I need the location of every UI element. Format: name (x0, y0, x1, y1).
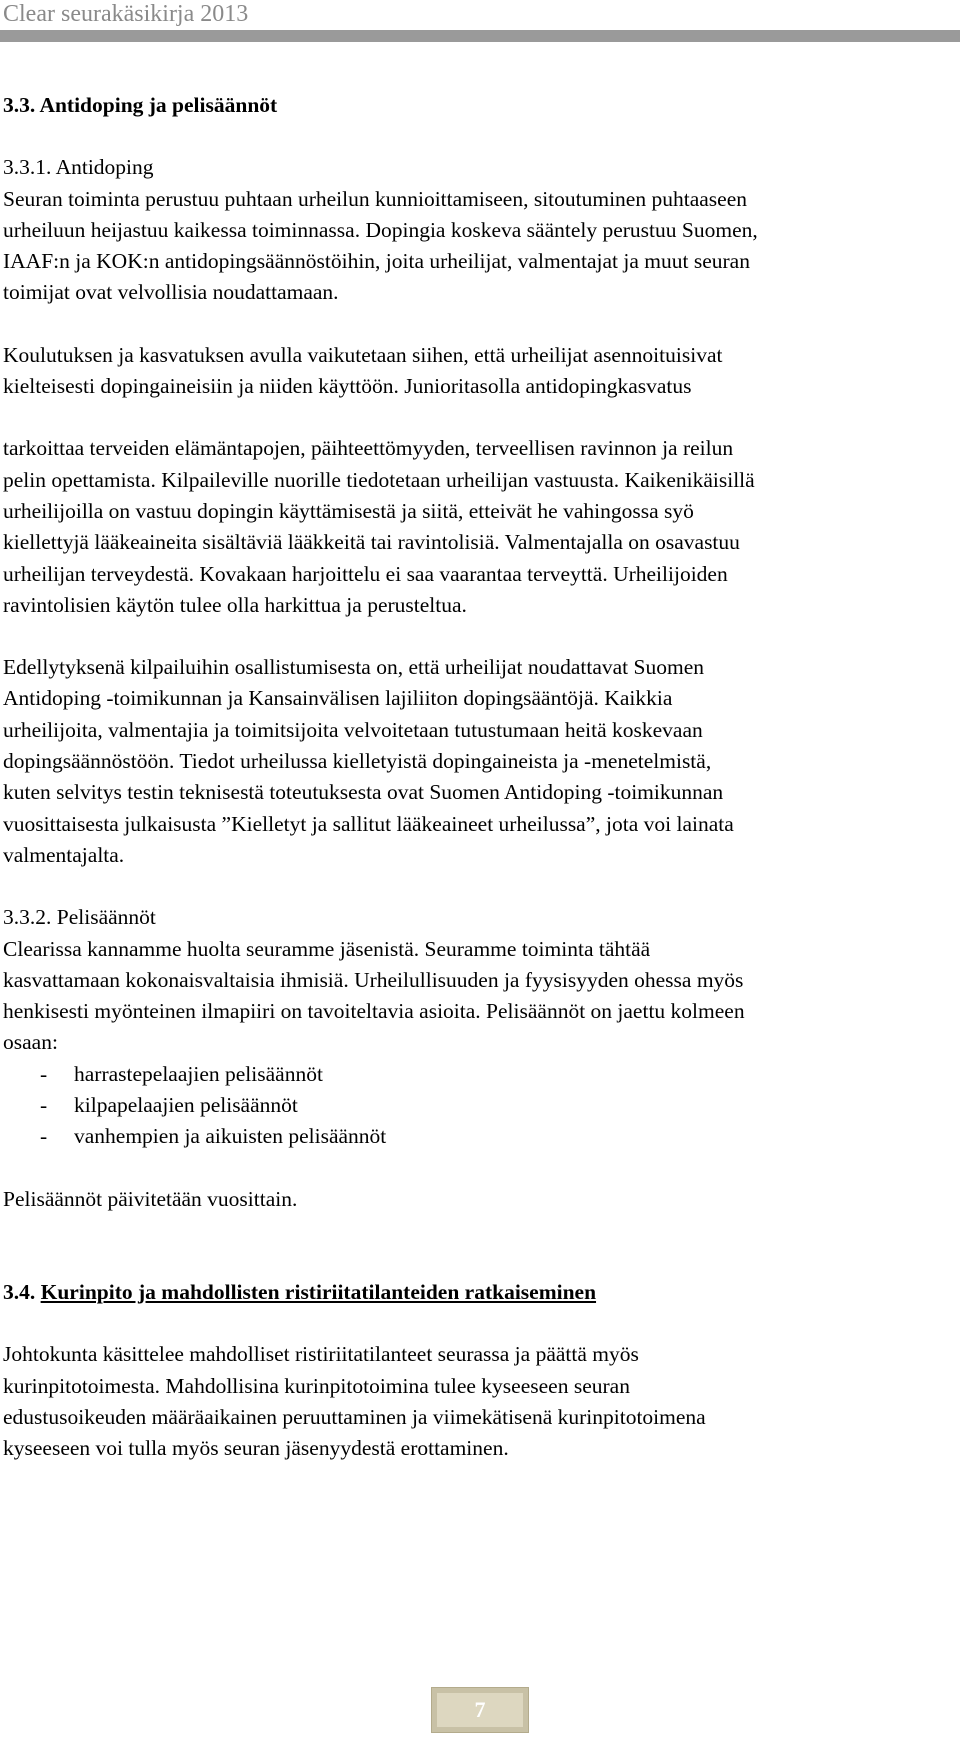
list-dash: - (40, 1093, 48, 1118)
text-line: Clearissa kannamme huolta seuramme jäsenistä. Seuramme toiminta tähtää (3, 936, 651, 961)
spacer (3, 309, 943, 340)
section-number: 3.4. (3, 1279, 41, 1304)
text-line: kurinpitotoimesta. Mahdollisina kurinpitotoimina tulee kyseeseen seuran (3, 1373, 630, 1398)
list-dash: - (40, 1061, 48, 1086)
spacer (3, 1308, 943, 1339)
text-line: kielteisesti dopingaineisiin ja niiden käyttöön. Junioritasolla antidopingkasvatus (3, 374, 692, 399)
text-line: Edellytyksenä kilpailuihin osallistumisesta on, että urheilijat noudattavat Suomen (3, 655, 705, 680)
text-line: Johtokunta käsittelee mahdolliset ristiriitatilanteet seurassa ja päättä myös (3, 1342, 639, 1367)
text-line: IAAF:n ja KOK:n antidopingsäännöstöihin, joita urheilijat, valmentajat ja muut seuran (3, 249, 750, 274)
text-line: osaan: (3, 1030, 58, 1055)
text-line: tarkoittaa terveiden elämäntapojen, päihteettömyyden, terveellisen ravinnon ja reilun (3, 436, 734, 461)
header-rule (0, 30, 960, 42)
rules-list (3, 1059, 943, 1153)
text-line: urheiluun heijastuu kaikessa toiminnassa. Dopingia koskeva sääntely perustuu Suomen, (3, 217, 758, 242)
spacer (3, 1246, 943, 1277)
paragraph-pelisaannot-1 (3, 934, 943, 1059)
paragraph-kurinpito (3, 1339, 943, 1464)
text-line: pelin opettamista. Kilpaileville nuorille tiedotetaan urheilijan vastuusta. Kaikenikäisillä (3, 467, 755, 492)
text-line: edustusoikeuden määräaikainen peruuttaminen ja viimekätisenä kurinpitotoimena (3, 1404, 706, 1429)
text-line: urheilijoita, valmentajia ja toimitsijoita velvoitetaan tutustumaan heitä koskevaan (3, 717, 703, 742)
text-line: Antidoping -toimikunnan ja Kansainvälisen lajiliiton dopingsääntöjä. Kaikkia (3, 686, 673, 711)
paragraph-antidoping-1 (3, 184, 943, 309)
spacer (3, 402, 943, 433)
list-item (3, 1059, 943, 1090)
spacer (3, 871, 943, 902)
text-line: urheilijan terveydestä. Kovakaan harjoittelu ei saa vaarantaa terveyttä. Urheilijoiden (3, 561, 728, 586)
section-title: Kurinpito ja mahdollisten ristiriitatilanteiden ratkaiseminen (40, 1279, 597, 1304)
text-line: kuten selvitys testin teknisestä toteutuksesta ovat Suomen Antidoping -toimikunnan (3, 780, 724, 805)
text-line: ravintolisien käytön tulee olla harkittua ja perusteltua. (3, 592, 467, 617)
list-item-text: kilpapelaajien pelisäännöt (74, 1093, 298, 1118)
text-line: dopingsäännöstöön. Tiedot urheilussa kielletyistä dopingaineista ja -menetelmistä, (3, 749, 712, 774)
spacer (3, 121, 943, 152)
text-line: kiellettyjä lääkeaineita sisältäviä lääkkeitä tai ravintolisiä. Valmentajalla on osavastuu (3, 530, 740, 555)
text-line: urheilijoilla on vastuu dopingin käyttämisestä ja siitä, etteivät he vahingossa syö (3, 498, 694, 523)
paragraph-pelisaannot-2: Pelisäännöt päivitetään vuosittain. (3, 1186, 298, 1211)
spacer (3, 621, 943, 652)
paragraph-antidoping-3 (3, 433, 943, 621)
list-dash: - (40, 1124, 48, 1149)
list-item (3, 1121, 943, 1152)
text-line: Koulutuksen ja kasvatuksen avulla vaikutetaan siihen, että urheilijat asennoituisivat (3, 342, 723, 367)
text-line: kyseeseen voi tulla myös seuran jäsenyydestä erottaminen. (3, 1436, 509, 1461)
paragraph-antidoping-2 (3, 340, 943, 403)
list-item-text: vanhempien ja aikuisten pelisäännöt (74, 1124, 387, 1149)
header-title: Clear seurakäsikirja 2013 (3, 1, 249, 27)
page-number: 7 (474, 1697, 486, 1722)
text-line: vuosittaisesta julkaisusta ”Kielletyt ja sallitut lääkeaineet urheilussa”, jota voi lainata (3, 811, 734, 836)
subsection-heading-3-3-1: 3.3.1. Antidoping (3, 155, 154, 180)
document-body (3, 90, 943, 1464)
spacer (3, 1215, 943, 1246)
subsection-heading-3-3-2: 3.3.2. Pelisäännöt (3, 905, 156, 930)
list-item (3, 1090, 943, 1121)
paragraph-antidoping-4 (3, 652, 943, 871)
text-line: henkisesti myönteinen ilmapiiri on tavoiteltavia asioita. Pelisäännöt on jaettu kolmeen (3, 999, 745, 1024)
text-line: Seuran toiminta perustuu puhtaan urheilun kunnioittamiseen, sitoutuminen puhtaaseen (3, 186, 747, 211)
section-heading-3-3: 3.3. Antidoping ja pelisäännöt (3, 93, 278, 117)
text-line: toimijat ovat velvollisia noudattamaan. (3, 280, 339, 305)
list-item-text: harrastepelaajien pelisäännöt (74, 1061, 323, 1086)
page-number-inner (437, 1693, 523, 1727)
text-line: kasvattamaan kokonaisvaltaisia ihmisiä. Urheilullisuuden ja fyysisyyden ohessa myös (3, 967, 744, 992)
spacer (3, 1153, 943, 1184)
text-line: valmentajalta. (3, 842, 125, 867)
page-number-box (431, 1687, 529, 1733)
section-heading-3-4 (3, 1277, 943, 1308)
